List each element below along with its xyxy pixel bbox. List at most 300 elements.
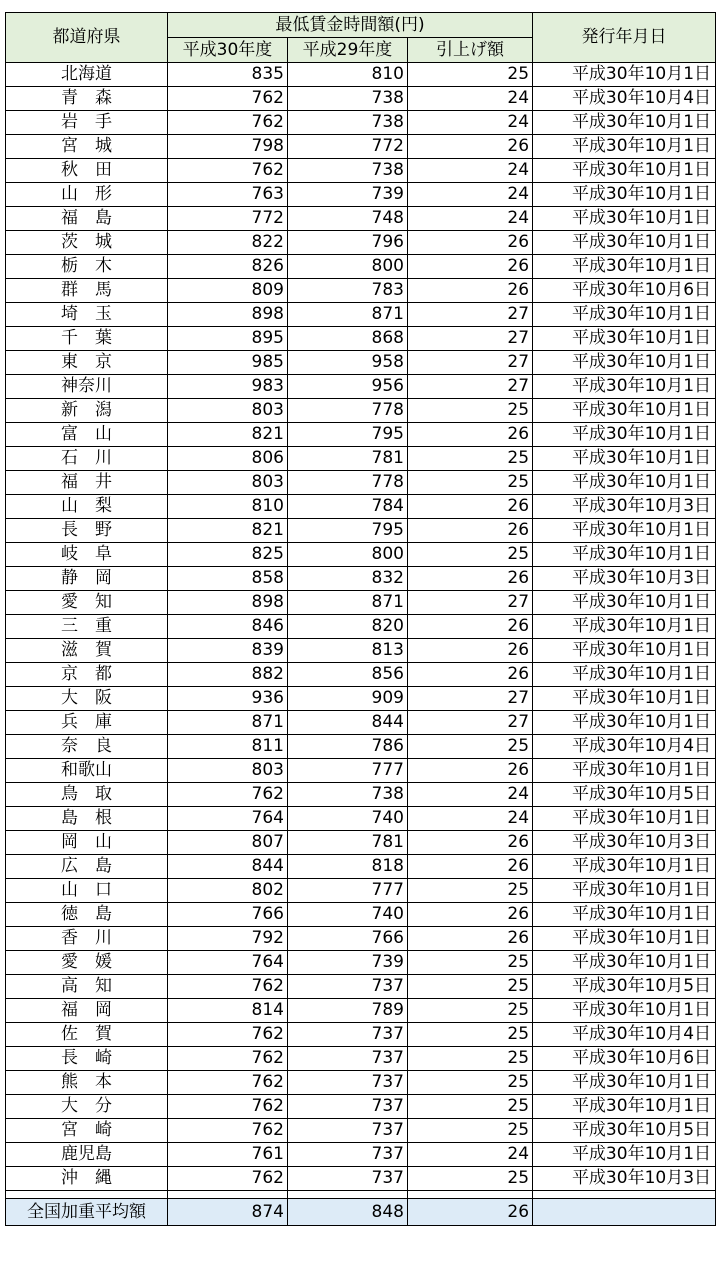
effective-date-cell: 平成30年10月1日 bbox=[533, 807, 716, 831]
wage-h30-cell: 766 bbox=[168, 903, 288, 927]
table-row bbox=[6, 471, 716, 495]
increase-cell: 26 bbox=[408, 903, 533, 927]
effective-date-cell: 平成30年10月1日 bbox=[533, 615, 716, 639]
wage-h30-cell: 803 bbox=[168, 399, 288, 423]
wage-h29-cell: 772 bbox=[288, 135, 408, 159]
effective-date-cell: 平成30年10月1日 bbox=[533, 447, 716, 471]
effective-date-cell: 平成30年10月1日 bbox=[533, 639, 716, 663]
wage-h30-cell: 821 bbox=[168, 519, 288, 543]
wage-h30-cell: 839 bbox=[168, 639, 288, 663]
wage-h30-cell: 983 bbox=[168, 375, 288, 399]
wage-h29-cell: 781 bbox=[288, 831, 408, 855]
total-row bbox=[6, 1199, 716, 1226]
wage-h30-cell: 898 bbox=[168, 591, 288, 615]
wage-h29-cell: 737 bbox=[288, 1095, 408, 1119]
wage-h30-cell: 802 bbox=[168, 879, 288, 903]
wage-h30-cell: 822 bbox=[168, 231, 288, 255]
wage-h30-cell: 764 bbox=[168, 807, 288, 831]
prefecture-cell: 福 島 bbox=[6, 207, 168, 231]
total-h29: 848 bbox=[288, 1199, 408, 1226]
wage-h30-cell: 762 bbox=[168, 975, 288, 999]
increase-cell: 24 bbox=[408, 111, 533, 135]
effective-date-cell: 平成30年10月1日 bbox=[533, 351, 716, 375]
wage-h29-cell: 795 bbox=[288, 423, 408, 447]
wage-h29-cell: 784 bbox=[288, 495, 408, 519]
wage-h30-cell: 811 bbox=[168, 735, 288, 759]
increase-cell: 25 bbox=[408, 447, 533, 471]
table-row bbox=[6, 855, 716, 879]
prefecture-cell: 茨 城 bbox=[6, 231, 168, 255]
wage-h29-cell: 766 bbox=[288, 927, 408, 951]
prefecture-cell: 宮 城 bbox=[6, 135, 168, 159]
increase-cell: 26 bbox=[408, 279, 533, 303]
table-row bbox=[6, 399, 716, 423]
wage-h30-cell: 810 bbox=[168, 495, 288, 519]
table-row bbox=[6, 447, 716, 471]
wage-h30-cell: 809 bbox=[168, 279, 288, 303]
wage-h30-cell: 835 bbox=[168, 63, 288, 87]
prefecture-cell: 山 梨 bbox=[6, 495, 168, 519]
table-row bbox=[6, 1167, 716, 1191]
wage-h29-cell: 800 bbox=[288, 255, 408, 279]
effective-date-cell: 平成30年10月5日 bbox=[533, 1119, 716, 1143]
wage-h29-cell: 737 bbox=[288, 1143, 408, 1167]
wage-h29-cell: 737 bbox=[288, 975, 408, 999]
prefecture-cell: 愛 媛 bbox=[6, 951, 168, 975]
increase-cell: 24 bbox=[408, 159, 533, 183]
effective-date-cell: 平成30年10月1日 bbox=[533, 159, 716, 183]
effective-date-cell: 平成30年10月1日 bbox=[533, 999, 716, 1023]
table-row bbox=[6, 1023, 716, 1047]
increase-cell: 26 bbox=[408, 495, 533, 519]
effective-date-cell: 平成30年10月6日 bbox=[533, 279, 716, 303]
wage-h29-cell: 871 bbox=[288, 591, 408, 615]
table-row bbox=[6, 975, 716, 999]
effective-date-cell: 平成30年10月1日 bbox=[533, 855, 716, 879]
table-row bbox=[6, 1143, 716, 1167]
wage-h30-cell: 825 bbox=[168, 543, 288, 567]
increase-cell: 26 bbox=[408, 519, 533, 543]
wage-h29-cell: 820 bbox=[288, 615, 408, 639]
wage-h29-cell: 800 bbox=[288, 543, 408, 567]
effective-date-cell: 平成30年10月1日 bbox=[533, 903, 716, 927]
table-row bbox=[6, 999, 716, 1023]
effective-date-cell: 平成30年10月1日 bbox=[533, 255, 716, 279]
prefecture-cell: 大 分 bbox=[6, 1095, 168, 1119]
wage-h30-cell: 762 bbox=[168, 1071, 288, 1095]
increase-cell: 26 bbox=[408, 423, 533, 447]
table-row bbox=[6, 807, 716, 831]
increase-cell: 25 bbox=[408, 999, 533, 1023]
table-footer bbox=[6, 1191, 716, 1226]
prefecture-cell: 大 阪 bbox=[6, 687, 168, 711]
prefecture-cell: 兵 庫 bbox=[6, 711, 168, 735]
wage-h29-cell: 810 bbox=[288, 63, 408, 87]
prefecture-cell: 岩 手 bbox=[6, 111, 168, 135]
wage-h30-cell: 762 bbox=[168, 87, 288, 111]
wage-h30-cell: 821 bbox=[168, 423, 288, 447]
increase-cell: 26 bbox=[408, 759, 533, 783]
effective-date-cell: 平成30年10月1日 bbox=[533, 711, 716, 735]
increase-cell: 26 bbox=[408, 663, 533, 687]
table-row bbox=[6, 1047, 716, 1071]
prefecture-cell: 愛 知 bbox=[6, 591, 168, 615]
prefecture-cell: 岡 山 bbox=[6, 831, 168, 855]
table-row bbox=[6, 951, 716, 975]
wage-h29-cell: 739 bbox=[288, 951, 408, 975]
increase-cell: 27 bbox=[408, 351, 533, 375]
wage-h30-cell: 985 bbox=[168, 351, 288, 375]
increase-cell: 26 bbox=[408, 855, 533, 879]
wage-h29-cell: 956 bbox=[288, 375, 408, 399]
effective-date-cell: 平成30年10月1日 bbox=[533, 471, 716, 495]
effective-date-cell: 平成30年10月1日 bbox=[533, 1071, 716, 1095]
effective-date-cell: 平成30年10月1日 bbox=[533, 375, 716, 399]
prefecture-cell: 徳 島 bbox=[6, 903, 168, 927]
table-row bbox=[6, 759, 716, 783]
prefecture-cell: 石 川 bbox=[6, 447, 168, 471]
effective-date-cell: 平成30年10月1日 bbox=[533, 687, 716, 711]
effective-date-cell: 平成30年10月1日 bbox=[533, 135, 716, 159]
increase-cell: 25 bbox=[408, 975, 533, 999]
table-row bbox=[6, 303, 716, 327]
prefecture-cell: 佐 賀 bbox=[6, 1023, 168, 1047]
effective-date-cell: 平成30年10月3日 bbox=[533, 831, 716, 855]
separator-row bbox=[6, 1191, 716, 1199]
table-row bbox=[6, 615, 716, 639]
prefecture-cell: 滋 賀 bbox=[6, 639, 168, 663]
wage-h29-cell: 786 bbox=[288, 735, 408, 759]
wage-h29-cell: 868 bbox=[288, 327, 408, 351]
table-row bbox=[6, 927, 716, 951]
wage-h29-cell: 958 bbox=[288, 351, 408, 375]
wage-h30-cell: 761 bbox=[168, 1143, 288, 1167]
wage-h29-cell: 740 bbox=[288, 807, 408, 831]
increase-cell: 25 bbox=[408, 1023, 533, 1047]
wage-h29-cell: 738 bbox=[288, 87, 408, 111]
effective-date-cell: 平成30年10月5日 bbox=[533, 975, 716, 999]
table-row bbox=[6, 63, 716, 87]
header-h29: 平成29年度 bbox=[288, 38, 408, 63]
increase-cell: 25 bbox=[408, 1071, 533, 1095]
effective-date-cell: 平成30年10月1日 bbox=[533, 879, 716, 903]
increase-cell: 24 bbox=[408, 783, 533, 807]
prefecture-cell: 栃 木 bbox=[6, 255, 168, 279]
effective-date-cell: 平成30年10月6日 bbox=[533, 1047, 716, 1071]
prefecture-cell: 長 崎 bbox=[6, 1047, 168, 1071]
prefecture-cell: 鳥 取 bbox=[6, 783, 168, 807]
wage-h29-cell: 777 bbox=[288, 759, 408, 783]
wage-h29-cell: 739 bbox=[288, 183, 408, 207]
wage-h29-cell: 796 bbox=[288, 231, 408, 255]
table-row bbox=[6, 111, 716, 135]
increase-cell: 27 bbox=[408, 375, 533, 399]
total-h30: 874 bbox=[168, 1199, 288, 1226]
increase-cell: 25 bbox=[408, 1047, 533, 1071]
header-wage-group: 最低賃金時間額(円) bbox=[168, 13, 533, 38]
prefecture-cell: 山 口 bbox=[6, 879, 168, 903]
effective-date-cell: 平成30年10月1日 bbox=[533, 111, 716, 135]
table-row bbox=[6, 159, 716, 183]
effective-date-cell: 平成30年10月1日 bbox=[533, 519, 716, 543]
wage-h29-cell: 783 bbox=[288, 279, 408, 303]
increase-cell: 25 bbox=[408, 543, 533, 567]
wage-h30-cell: 762 bbox=[168, 111, 288, 135]
prefecture-cell: 神奈川 bbox=[6, 375, 168, 399]
effective-date-cell: 平成30年10月1日 bbox=[533, 231, 716, 255]
prefecture-cell: 宮 崎 bbox=[6, 1119, 168, 1143]
effective-date-cell: 平成30年10月1日 bbox=[533, 759, 716, 783]
increase-cell: 25 bbox=[408, 471, 533, 495]
prefecture-cell: 北海道 bbox=[6, 63, 168, 87]
total-increase: 26 bbox=[408, 1199, 533, 1226]
increase-cell: 25 bbox=[408, 399, 533, 423]
increase-cell: 25 bbox=[408, 735, 533, 759]
prefecture-cell: 群 馬 bbox=[6, 279, 168, 303]
table-row bbox=[6, 639, 716, 663]
wage-h29-cell: 871 bbox=[288, 303, 408, 327]
prefecture-cell: 沖 縄 bbox=[6, 1167, 168, 1191]
wage-h29-cell: 813 bbox=[288, 639, 408, 663]
table-row bbox=[6, 519, 716, 543]
wage-h30-cell: 798 bbox=[168, 135, 288, 159]
effective-date-cell: 平成30年10月1日 bbox=[533, 399, 716, 423]
increase-cell: 26 bbox=[408, 135, 533, 159]
wage-h30-cell: 762 bbox=[168, 1119, 288, 1143]
wage-h30-cell: 814 bbox=[168, 999, 288, 1023]
increase-cell: 27 bbox=[408, 327, 533, 351]
increase-cell: 24 bbox=[408, 807, 533, 831]
increase-cell: 26 bbox=[408, 231, 533, 255]
wage-h29-cell: 777 bbox=[288, 879, 408, 903]
wage-h29-cell: 738 bbox=[288, 111, 408, 135]
effective-date-cell: 平成30年10月3日 bbox=[533, 567, 716, 591]
wage-h29-cell: 737 bbox=[288, 1047, 408, 1071]
wage-h30-cell: 806 bbox=[168, 447, 288, 471]
table-body bbox=[6, 63, 716, 1191]
prefecture-cell: 島 根 bbox=[6, 807, 168, 831]
table-row bbox=[6, 327, 716, 351]
total-date-empty bbox=[533, 1199, 716, 1226]
minimum-wage-table bbox=[5, 12, 716, 1226]
table-row bbox=[6, 879, 716, 903]
wage-h30-cell: 803 bbox=[168, 759, 288, 783]
prefecture-cell: 高 知 bbox=[6, 975, 168, 999]
wage-h30-cell: 858 bbox=[168, 567, 288, 591]
table-row bbox=[6, 207, 716, 231]
table-row bbox=[6, 375, 716, 399]
header-increase: 引上げ額 bbox=[408, 38, 533, 63]
effective-date-cell: 平成30年10月3日 bbox=[533, 495, 716, 519]
table-row bbox=[6, 591, 716, 615]
table-header bbox=[6, 13, 716, 63]
wage-h29-cell: 856 bbox=[288, 663, 408, 687]
table-row bbox=[6, 663, 716, 687]
wage-h30-cell: 762 bbox=[168, 1047, 288, 1071]
wage-h30-cell: 844 bbox=[168, 855, 288, 879]
table-row bbox=[6, 87, 716, 111]
wage-h30-cell: 882 bbox=[168, 663, 288, 687]
table-row bbox=[6, 735, 716, 759]
effective-date-cell: 平成30年10月4日 bbox=[533, 735, 716, 759]
prefecture-cell: 福 井 bbox=[6, 471, 168, 495]
prefecture-cell: 香 川 bbox=[6, 927, 168, 951]
prefecture-cell: 岐 阜 bbox=[6, 543, 168, 567]
increase-cell: 27 bbox=[408, 687, 533, 711]
effective-date-cell: 平成30年10月1日 bbox=[533, 207, 716, 231]
increase-cell: 26 bbox=[408, 639, 533, 663]
prefecture-cell: 山 形 bbox=[6, 183, 168, 207]
wage-h29-cell: 844 bbox=[288, 711, 408, 735]
increase-cell: 24 bbox=[408, 1143, 533, 1167]
table-row bbox=[6, 135, 716, 159]
effective-date-cell: 平成30年10月1日 bbox=[533, 303, 716, 327]
table-row bbox=[6, 903, 716, 927]
header-h30: 平成30年度 bbox=[168, 38, 288, 63]
header-effective-date: 発行年月日 bbox=[533, 13, 716, 63]
wage-h29-cell: 738 bbox=[288, 783, 408, 807]
table-row bbox=[6, 711, 716, 735]
prefecture-cell: 広 島 bbox=[6, 855, 168, 879]
effective-date-cell: 平成30年10月3日 bbox=[533, 1167, 716, 1191]
prefecture-cell: 和歌山 bbox=[6, 759, 168, 783]
wage-h29-cell: 795 bbox=[288, 519, 408, 543]
prefecture-cell: 千 葉 bbox=[6, 327, 168, 351]
increase-cell: 26 bbox=[408, 831, 533, 855]
effective-date-cell: 平成30年10月1日 bbox=[533, 423, 716, 447]
table-row bbox=[6, 279, 716, 303]
wage-h30-cell: 846 bbox=[168, 615, 288, 639]
table-row bbox=[6, 423, 716, 447]
increase-cell: 24 bbox=[408, 183, 533, 207]
prefecture-cell: 秋 田 bbox=[6, 159, 168, 183]
wage-h30-cell: 936 bbox=[168, 687, 288, 711]
prefecture-cell: 埼 玉 bbox=[6, 303, 168, 327]
table-row bbox=[6, 831, 716, 855]
increase-cell: 27 bbox=[408, 711, 533, 735]
wage-h29-cell: 737 bbox=[288, 1071, 408, 1095]
effective-date-cell: 平成30年10月1日 bbox=[533, 1095, 716, 1119]
wage-h30-cell: 762 bbox=[168, 783, 288, 807]
increase-cell: 26 bbox=[408, 255, 533, 279]
effective-date-cell: 平成30年10月4日 bbox=[533, 1023, 716, 1047]
table-row bbox=[6, 183, 716, 207]
increase-cell: 25 bbox=[408, 951, 533, 975]
wage-table-sheet bbox=[5, 12, 715, 1226]
wage-h30-cell: 762 bbox=[168, 159, 288, 183]
wage-h30-cell: 763 bbox=[168, 183, 288, 207]
increase-cell: 26 bbox=[408, 567, 533, 591]
wage-h30-cell: 792 bbox=[168, 927, 288, 951]
increase-cell: 26 bbox=[408, 927, 533, 951]
prefecture-cell: 福 岡 bbox=[6, 999, 168, 1023]
prefecture-cell: 長 野 bbox=[6, 519, 168, 543]
wage-h30-cell: 764 bbox=[168, 951, 288, 975]
wage-h30-cell: 762 bbox=[168, 1167, 288, 1191]
increase-cell: 25 bbox=[408, 63, 533, 87]
prefecture-cell: 静 岡 bbox=[6, 567, 168, 591]
prefecture-cell: 三 重 bbox=[6, 615, 168, 639]
prefecture-cell: 奈 良 bbox=[6, 735, 168, 759]
effective-date-cell: 平成30年10月1日 bbox=[533, 327, 716, 351]
effective-date-cell: 平成30年10月1日 bbox=[533, 543, 716, 567]
wage-h30-cell: 826 bbox=[168, 255, 288, 279]
effective-date-cell: 平成30年10月1日 bbox=[533, 951, 716, 975]
table-row bbox=[6, 495, 716, 519]
table-row bbox=[6, 543, 716, 567]
effective-date-cell: 平成30年10月1日 bbox=[533, 1143, 716, 1167]
effective-date-cell: 平成30年10月1日 bbox=[533, 927, 716, 951]
effective-date-cell: 平成30年10月1日 bbox=[533, 663, 716, 687]
increase-cell: 25 bbox=[408, 1119, 533, 1143]
increase-cell: 25 bbox=[408, 879, 533, 903]
effective-date-cell: 平成30年10月1日 bbox=[533, 591, 716, 615]
wage-h30-cell: 871 bbox=[168, 711, 288, 735]
wage-h29-cell: 778 bbox=[288, 399, 408, 423]
prefecture-cell: 富 山 bbox=[6, 423, 168, 447]
wage-h30-cell: 762 bbox=[168, 1095, 288, 1119]
wage-h30-cell: 762 bbox=[168, 1023, 288, 1047]
wage-h29-cell: 748 bbox=[288, 207, 408, 231]
table-row bbox=[6, 783, 716, 807]
increase-cell: 26 bbox=[408, 615, 533, 639]
wage-h30-cell: 807 bbox=[168, 831, 288, 855]
prefecture-cell: 鹿児島 bbox=[6, 1143, 168, 1167]
table-row bbox=[6, 687, 716, 711]
table-row bbox=[6, 1095, 716, 1119]
wage-h29-cell: 738 bbox=[288, 159, 408, 183]
wage-h29-cell: 737 bbox=[288, 1023, 408, 1047]
wage-h30-cell: 803 bbox=[168, 471, 288, 495]
prefecture-cell: 東 京 bbox=[6, 351, 168, 375]
effective-date-cell: 平成30年10月4日 bbox=[533, 87, 716, 111]
table-row bbox=[6, 351, 716, 375]
wage-h29-cell: 789 bbox=[288, 999, 408, 1023]
effective-date-cell: 平成30年10月1日 bbox=[533, 63, 716, 87]
wage-h29-cell: 740 bbox=[288, 903, 408, 927]
wage-h30-cell: 895 bbox=[168, 327, 288, 351]
prefecture-cell: 熊 本 bbox=[6, 1071, 168, 1095]
wage-h29-cell: 737 bbox=[288, 1167, 408, 1191]
prefecture-cell: 京 都 bbox=[6, 663, 168, 687]
prefecture-cell: 新 潟 bbox=[6, 399, 168, 423]
table-row bbox=[6, 1071, 716, 1095]
table-row bbox=[6, 255, 716, 279]
wage-h30-cell: 772 bbox=[168, 207, 288, 231]
increase-cell: 27 bbox=[408, 303, 533, 327]
wage-h29-cell: 909 bbox=[288, 687, 408, 711]
header-prefecture: 都道府県 bbox=[6, 13, 168, 63]
increase-cell: 24 bbox=[408, 87, 533, 111]
wage-h29-cell: 737 bbox=[288, 1119, 408, 1143]
effective-date-cell: 平成30年10月5日 bbox=[533, 783, 716, 807]
wage-h29-cell: 778 bbox=[288, 471, 408, 495]
increase-cell: 24 bbox=[408, 207, 533, 231]
wage-h29-cell: 818 bbox=[288, 855, 408, 879]
increase-cell: 25 bbox=[408, 1167, 533, 1191]
increase-cell: 25 bbox=[408, 1095, 533, 1119]
total-label: 全国加重平均額 bbox=[6, 1199, 168, 1226]
wage-h30-cell: 898 bbox=[168, 303, 288, 327]
wage-h29-cell: 832 bbox=[288, 567, 408, 591]
table-row bbox=[6, 567, 716, 591]
table-row bbox=[6, 1119, 716, 1143]
wage-h29-cell: 781 bbox=[288, 447, 408, 471]
table-row bbox=[6, 231, 716, 255]
increase-cell: 27 bbox=[408, 591, 533, 615]
prefecture-cell: 青 森 bbox=[6, 87, 168, 111]
effective-date-cell: 平成30年10月1日 bbox=[533, 183, 716, 207]
